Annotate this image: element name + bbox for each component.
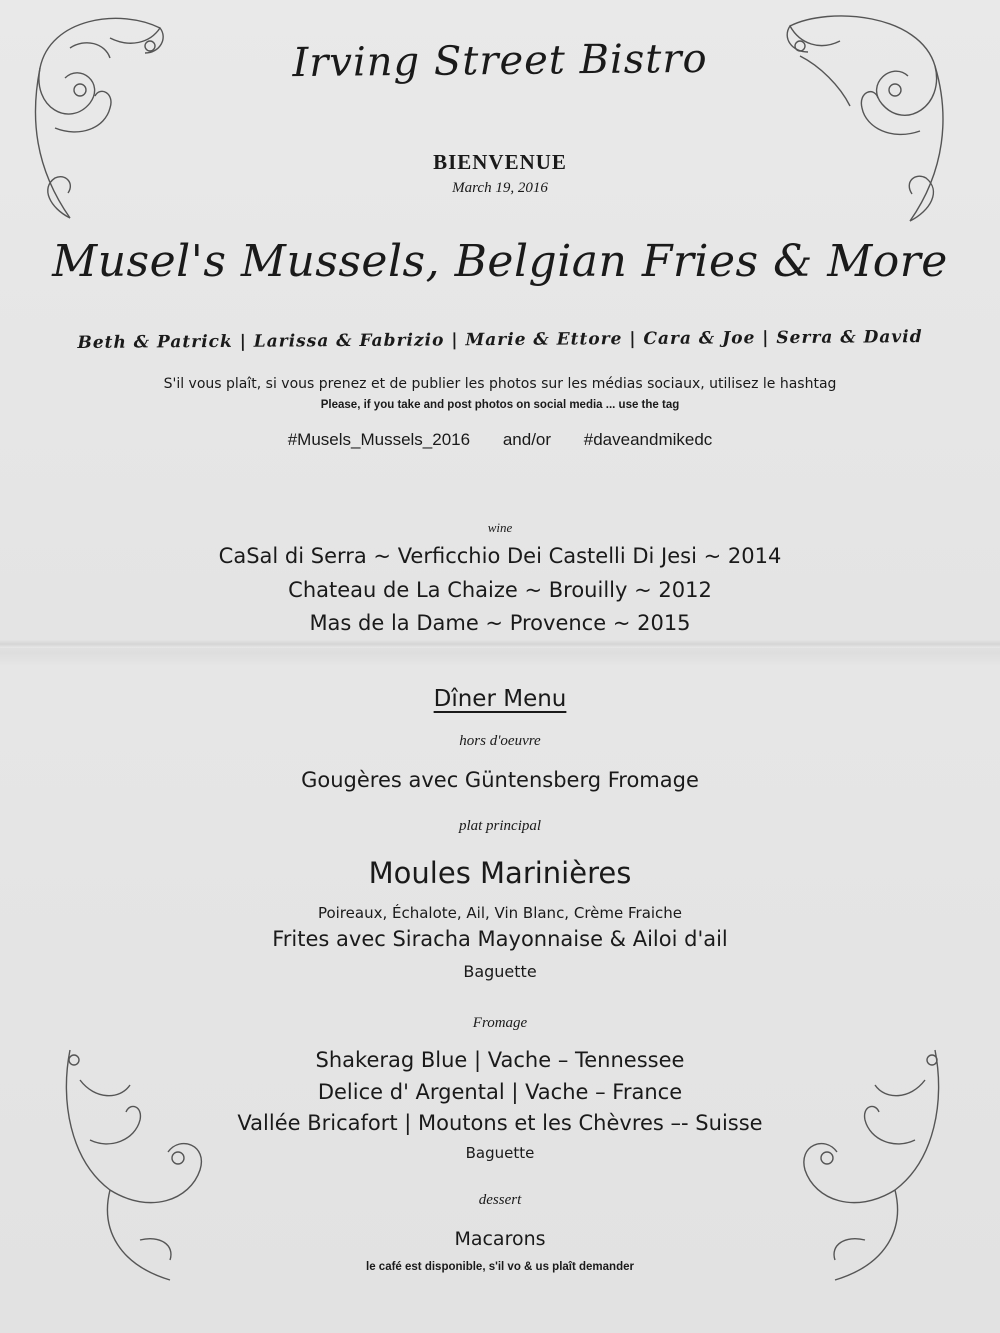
event-title: Musel's Mussels, Belgian Fries & More — [52, 236, 948, 287]
cafe-note: le café est disponible, s'il vo & us plaît demander — [366, 1261, 634, 1273]
wine-item: Mas de la Dame ~ Provence ~ 2015 — [309, 611, 691, 635]
main-course-detail: Frites avec Siracha Mayonnaise & Ailoi d'ail — [272, 927, 728, 951]
main-course-detail: Poireaux, Échalote, Ail, Vin Blanc, Crème Fraiche — [317, 904, 683, 922]
social-note-french: S'il vous plaît, si vous prenez et de publier les photos sur les médias sociaux, utilisez le hashtag — [163, 376, 837, 392]
wine-item: CaSal di Serra ~ Verficchio Dei Castelli Di Jesi ~ 2014 — [218, 544, 782, 568]
welcome-heading: BIENVENUE — [433, 150, 567, 174]
fromage-heading: Fromage — [472, 1015, 528, 1031]
fromage-item: Vallée Bricafort | Moutons et les Chèvres –- Suisse — [237, 1111, 763, 1135]
corner-flourish-icon — [50, 1040, 220, 1290]
fromage-item: Delice d' Argental | Vache – France — [317, 1080, 683, 1104]
guest-list: Beth & Patrick | Larissa & Fabrizio | Marie & Ettore | Cara & Joe | Serra & David — [77, 327, 923, 353]
wine-heading: wine — [487, 520, 513, 535]
hashtag-connector: and/or — [502, 430, 552, 449]
plat-principal-heading: plat principal — [458, 818, 542, 834]
dessert-item: Macarons — [454, 1228, 546, 1250]
main-course-detail: Baguette — [463, 962, 537, 981]
hashtag-secondary: #daveandmikedc — [583, 430, 713, 449]
hashtag-row — [0, 430, 1000, 450]
menu-title: Dîner Menu — [433, 686, 567, 712]
fromage-item: Baguette — [465, 1144, 535, 1162]
dessert-heading: dessert — [478, 1192, 522, 1208]
hors-doeuvre-item: Gougères avec Güntensberg Fromage — [301, 768, 699, 792]
fromage-item: Shakerag Blue | Vache – Tennessee — [315, 1048, 685, 1072]
paper-fold — [0, 640, 1000, 648]
hors-doeuvre-heading: hors d'oeuvre — [459, 733, 541, 749]
hashtag-primary: #Musels_Mussels_2016 — [287, 430, 471, 449]
social-note-english: Please, if you take and post photos on social media ... use the tag — [320, 399, 680, 411]
corner-flourish-icon — [760, 1040, 960, 1290]
wine-item: Chateau de La Chaize ~ Brouilly ~ 2012 — [288, 578, 712, 602]
restaurant-name: Irving Street Bistro — [292, 35, 708, 87]
main-course: Moules Marinières — [368, 856, 632, 890]
event-date: March 19, 2016 — [452, 180, 548, 196]
